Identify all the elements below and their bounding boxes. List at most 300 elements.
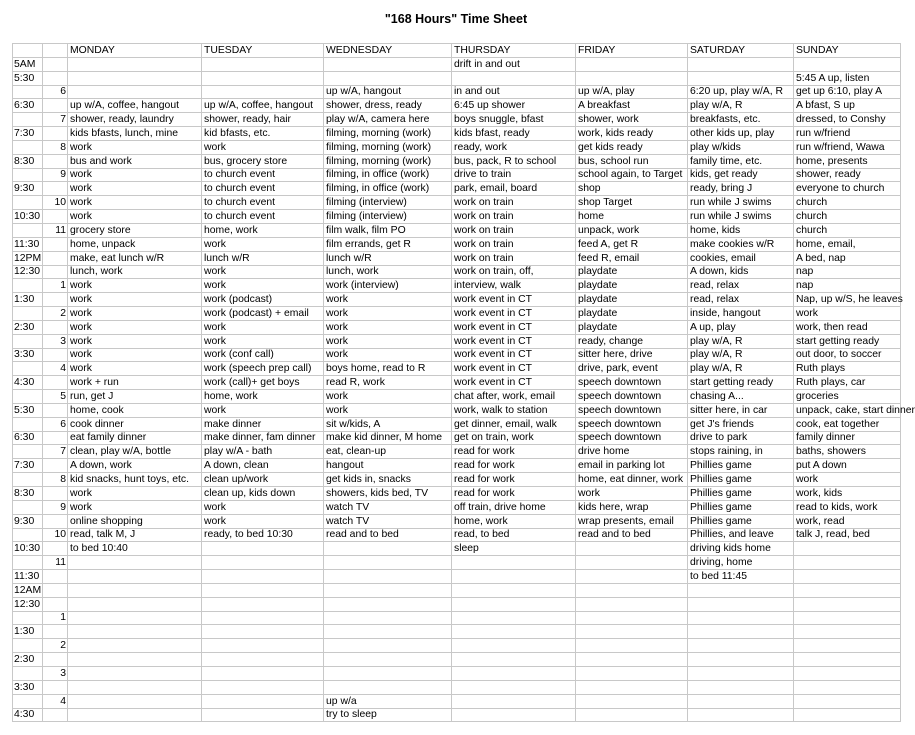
activity-cell-thursday: work event in CT	[452, 293, 576, 307]
activity-cell-sunday: church	[794, 210, 901, 224]
activity-cell-monday	[68, 625, 202, 639]
activity-cell-thursday: read for work	[452, 473, 576, 487]
hour-number-cell: 3	[43, 334, 68, 348]
activity-cell-sunday: groceries	[794, 390, 901, 404]
activity-cell-thursday: get dinner, email, walk	[452, 417, 576, 431]
table-row	[13, 293, 901, 307]
activity-cell-thursday: work on train, off,	[452, 265, 576, 279]
time-label-cell	[13, 473, 43, 487]
activity-cell-sunday	[794, 666, 901, 680]
activity-cell-thursday: work on train	[452, 237, 576, 251]
activity-cell-saturday: sitter here, in car	[688, 403, 794, 417]
activity-cell-thursday: read for work	[452, 459, 576, 473]
table-row	[13, 279, 901, 293]
activity-cell-sunday	[794, 570, 901, 584]
activity-cell-tuesday: home, work	[202, 223, 324, 237]
activity-cell-tuesday: work	[202, 334, 324, 348]
activity-cell-tuesday: up w/A, coffee, hangout	[202, 99, 324, 113]
activity-cell-wednesday: lunch, work	[324, 265, 452, 279]
activity-cell-sunday: nap	[794, 279, 901, 293]
activity-cell-monday	[68, 708, 202, 722]
activity-cell-monday: work	[68, 307, 202, 321]
table-row	[13, 556, 901, 570]
activity-cell-monday	[68, 85, 202, 99]
hour-number-cell	[43, 625, 68, 639]
day-header-sunday: SUNDAY	[794, 44, 901, 58]
activity-cell-thursday: read, to bed	[452, 528, 576, 542]
activity-cell-monday: grocery store	[68, 223, 202, 237]
time-label-cell: 4:30	[13, 708, 43, 722]
activity-cell-sunday	[794, 597, 901, 611]
activity-cell-tuesday: make dinner	[202, 417, 324, 431]
activity-cell-sunday: unpack, cake, start dinner	[794, 403, 901, 417]
table-row	[13, 625, 901, 639]
activity-cell-tuesday	[202, 611, 324, 625]
activity-cell-saturday	[688, 653, 794, 667]
activity-cell-wednesday	[324, 556, 452, 570]
activity-cell-sunday	[794, 694, 901, 708]
activity-cell-tuesday: A down, clean	[202, 459, 324, 473]
activity-cell-wednesday: sit w/kids, A	[324, 417, 452, 431]
activity-cell-wednesday: filming, in office (work)	[324, 182, 452, 196]
activity-cell-saturday: Phillies game	[688, 487, 794, 501]
activity-cell-wednesday: play w/A, camera here	[324, 113, 452, 127]
table-row	[13, 57, 901, 71]
activity-cell-tuesday: work (conf call)	[202, 348, 324, 362]
hour-number-cell	[43, 210, 68, 224]
hour-number-cell: 9	[43, 500, 68, 514]
activity-cell-wednesday	[324, 597, 452, 611]
activity-cell-friday: home	[576, 210, 688, 224]
hour-number-cell: 4	[43, 694, 68, 708]
time-label-cell: 2:30	[13, 653, 43, 667]
activity-cell-saturday: Phillies, and leave	[688, 528, 794, 542]
time-label-cell: 9:30	[13, 182, 43, 196]
activity-cell-friday	[576, 611, 688, 625]
activity-cell-thursday	[452, 611, 576, 625]
activity-cell-tuesday: work	[202, 500, 324, 514]
activity-cell-friday: shop Target	[576, 196, 688, 210]
header-row	[13, 44, 901, 58]
activity-cell-sunday: put A down	[794, 459, 901, 473]
activity-cell-sunday: work, read	[794, 514, 901, 528]
activity-cell-saturday: A up, play	[688, 320, 794, 334]
activity-cell-tuesday: work (call)+ get boys	[202, 376, 324, 390]
hour-number-cell: 5	[43, 390, 68, 404]
activity-cell-friday: playdate	[576, 320, 688, 334]
activity-cell-friday: sitter here, drive	[576, 348, 688, 362]
activity-cell-thursday: work event in CT	[452, 362, 576, 376]
table-row	[13, 459, 901, 473]
activity-cell-tuesday: work	[202, 140, 324, 154]
day-header-wednesday: WEDNESDAY	[324, 44, 452, 58]
activity-cell-saturday	[688, 611, 794, 625]
table-row	[13, 71, 901, 85]
time-label-cell	[13, 445, 43, 459]
hour-number-cell	[43, 237, 68, 251]
activity-cell-friday: playdate	[576, 279, 688, 293]
activity-cell-monday: work	[68, 500, 202, 514]
activity-cell-saturday: stops raining, in	[688, 445, 794, 459]
activity-cell-wednesday: up w/a	[324, 694, 452, 708]
activity-cell-tuesday: clean up, kids down	[202, 487, 324, 501]
activity-cell-monday: A down, work	[68, 459, 202, 473]
time-label-cell	[13, 196, 43, 210]
table-row	[13, 196, 901, 210]
activity-cell-monday	[68, 570, 202, 584]
hour-number-cell	[43, 708, 68, 722]
activity-cell-tuesday	[202, 680, 324, 694]
day-header-monday: MONDAY	[68, 44, 202, 58]
activity-cell-saturday: make cookies w/R	[688, 237, 794, 251]
time-label-cell: 12:30	[13, 597, 43, 611]
activity-cell-thursday: home, work	[452, 514, 576, 528]
activity-cell-thursday: work on train	[452, 251, 576, 265]
activity-cell-monday	[68, 653, 202, 667]
activity-cell-wednesday: try to sleep	[324, 708, 452, 722]
activity-cell-monday: bus and work	[68, 154, 202, 168]
activity-cell-monday: cook dinner	[68, 417, 202, 431]
activity-cell-thursday: off train, drive home	[452, 500, 576, 514]
time-label-cell: 11:30	[13, 237, 43, 251]
time-label-cell	[13, 694, 43, 708]
time-header-cell	[13, 44, 43, 58]
activity-cell-saturday	[688, 71, 794, 85]
activity-cell-saturday: kids, get ready	[688, 168, 794, 182]
table-row	[13, 431, 901, 445]
time-label-cell	[13, 307, 43, 321]
activity-cell-wednesday: up w/A, hangout	[324, 85, 452, 99]
activity-cell-thursday: work on train	[452, 210, 576, 224]
activity-cell-friday: drive, park, event	[576, 362, 688, 376]
table-row	[13, 708, 901, 722]
activity-cell-saturday: read, relax	[688, 279, 794, 293]
hour-number-cell	[43, 251, 68, 265]
activity-cell-thursday: work event in CT	[452, 348, 576, 362]
activity-cell-tuesday: make dinner, fam dinner	[202, 431, 324, 445]
table-row	[13, 223, 901, 237]
activity-cell-saturday: play w/A, R	[688, 348, 794, 362]
time-label-cell: 10:30	[13, 210, 43, 224]
activity-cell-wednesday: film errands, get R	[324, 237, 452, 251]
time-label-cell	[13, 639, 43, 653]
time-label-cell: 3:30	[13, 680, 43, 694]
activity-cell-sunday	[794, 625, 901, 639]
hour-number-cell: 7	[43, 445, 68, 459]
activity-cell-thursday: drift in and out	[452, 57, 576, 71]
activity-cell-monday	[68, 680, 202, 694]
activity-cell-wednesday: read R, work	[324, 376, 452, 390]
activity-cell-wednesday: boys home, read to R	[324, 362, 452, 376]
table-row	[13, 251, 901, 265]
table-row	[13, 362, 901, 376]
activity-cell-sunday: 5:45 A up, listen	[794, 71, 901, 85]
activity-cell-friday	[576, 71, 688, 85]
time-label-cell: 10:30	[13, 542, 43, 556]
activity-cell-thursday	[452, 556, 576, 570]
hour-number-cell: 10	[43, 196, 68, 210]
time-label-cell	[13, 140, 43, 154]
activity-cell-tuesday: home, work	[202, 390, 324, 404]
activity-cell-tuesday: clean up/work	[202, 473, 324, 487]
activity-cell-wednesday	[324, 639, 452, 653]
activity-cell-monday	[68, 556, 202, 570]
time-label-cell: 4:30	[13, 376, 43, 390]
activity-cell-thursday: boys snuggle, bfast	[452, 113, 576, 127]
table-row	[13, 528, 901, 542]
activity-cell-wednesday: watch TV	[324, 514, 452, 528]
activity-cell-monday: eat family dinner	[68, 431, 202, 445]
hour-number-cell	[43, 514, 68, 528]
activity-cell-friday: drive home	[576, 445, 688, 459]
table-row	[13, 154, 901, 168]
activity-cell-wednesday: get kids in, snacks	[324, 473, 452, 487]
hour-number-cell	[43, 487, 68, 501]
activity-cell-friday: read and to bed	[576, 528, 688, 542]
activity-cell-tuesday	[202, 542, 324, 556]
activity-cell-thursday	[452, 653, 576, 667]
hour-number-cell: 1	[43, 611, 68, 625]
activity-cell-saturday: 6:20 up, play w/A, R	[688, 85, 794, 99]
activity-cell-monday: work	[68, 279, 202, 293]
activity-cell-saturday: play w/kids	[688, 140, 794, 154]
time-label-cell	[13, 279, 43, 293]
activity-cell-monday: work	[68, 334, 202, 348]
activity-cell-wednesday: work	[324, 390, 452, 404]
table-row	[13, 348, 901, 362]
activity-cell-saturday: play w/A, R	[688, 99, 794, 113]
activity-cell-sunday: read to kids, work	[794, 500, 901, 514]
activity-cell-tuesday: work (speech prep call)	[202, 362, 324, 376]
activity-cell-tuesday: work	[202, 514, 324, 528]
activity-cell-thursday: sleep	[452, 542, 576, 556]
activity-cell-sunday	[794, 680, 901, 694]
table-row	[13, 653, 901, 667]
activity-cell-thursday: park, email, board	[452, 182, 576, 196]
activity-cell-thursday	[452, 597, 576, 611]
time-label-cell: 12AM	[14, 584, 42, 596]
activity-cell-thursday	[452, 639, 576, 653]
activity-cell-friday: work, kids ready	[576, 127, 688, 141]
activity-cell-wednesday	[324, 611, 452, 625]
activity-cell-sunday: Nap, up w/S, he leaves	[794, 293, 901, 307]
hour-number-cell: 8	[43, 473, 68, 487]
activity-cell-wednesday: work	[324, 403, 452, 417]
activity-cell-tuesday: work	[202, 237, 324, 251]
time-label-cell	[13, 168, 43, 182]
table-row	[13, 403, 901, 417]
activity-cell-saturday: drive to park	[688, 431, 794, 445]
hour-number-cell: 3	[43, 666, 68, 680]
time-label-cell	[13, 390, 43, 404]
activity-cell-wednesday	[324, 666, 452, 680]
activity-cell-saturday: to bed 11:45	[688, 570, 794, 584]
activity-cell-friday	[576, 556, 688, 570]
time-label-cell: 2:30	[13, 320, 43, 334]
activity-cell-saturday	[688, 680, 794, 694]
hour-number-cell	[43, 293, 68, 307]
table-row	[13, 265, 901, 279]
activity-cell-thursday: read for work	[452, 487, 576, 501]
activity-cell-monday: work	[68, 293, 202, 307]
activity-cell-thursday: work event in CT	[452, 307, 576, 321]
activity-cell-friday: home, eat dinner, work	[576, 473, 688, 487]
activity-cell-wednesday: filming (interview)	[324, 196, 452, 210]
hour-number-cell: 11	[43, 556, 68, 570]
activity-cell-wednesday	[324, 570, 452, 584]
activity-cell-wednesday: work	[324, 334, 452, 348]
time-label-cell: 12:30	[13, 265, 43, 279]
activity-cell-monday: run, get J	[68, 390, 202, 404]
table-row	[13, 113, 901, 127]
activity-cell-tuesday: work	[202, 403, 324, 417]
table-row	[13, 85, 901, 99]
activity-cell-sunday	[794, 708, 901, 722]
time-label-cell: 9:30	[13, 514, 43, 528]
activity-cell-friday: speech downtown	[576, 431, 688, 445]
activity-cell-friday: work	[576, 487, 688, 501]
activity-cell-sunday: run w/friend	[794, 127, 901, 141]
time-label-cell: 5AM	[13, 57, 43, 71]
activity-cell-friday	[576, 708, 688, 722]
activity-cell-monday: work	[68, 487, 202, 501]
activity-cell-wednesday: shower, dress, ready	[324, 99, 452, 113]
activity-cell-tuesday: kid bfasts, etc.	[202, 127, 324, 141]
activity-cell-wednesday: work	[324, 348, 452, 362]
activity-cell-monday: lunch, work	[68, 265, 202, 279]
activity-cell-wednesday: hangout	[324, 459, 452, 473]
activity-cell-saturday	[688, 583, 794, 597]
hour-number-cell	[43, 431, 68, 445]
activity-cell-sunday	[794, 639, 901, 653]
activity-cell-friday: playdate	[576, 293, 688, 307]
activity-cell-thursday: bus, pack, R to school	[452, 154, 576, 168]
hour-number-cell	[43, 583, 68, 597]
time-label-cell: 5:30	[13, 403, 43, 417]
hour-number-cell	[43, 597, 68, 611]
activity-cell-tuesday: bus, grocery store	[202, 154, 324, 168]
activity-cell-tuesday: to church event	[202, 168, 324, 182]
activity-cell-monday: work	[68, 168, 202, 182]
hour-number-cell	[43, 653, 68, 667]
activity-cell-tuesday	[202, 625, 324, 639]
activity-cell-thursday: chat after, work, email	[452, 390, 576, 404]
activity-cell-monday: read, talk M, J	[68, 528, 202, 542]
activity-cell-wednesday: work	[324, 293, 452, 307]
activity-cell-sunday	[794, 653, 901, 667]
table-row	[13, 666, 901, 680]
sheet-title: "168 Hours" Time Sheet	[384, 12, 528, 26]
table-row	[13, 570, 901, 584]
hour-number-cell: 4	[43, 362, 68, 376]
activity-cell-monday: home, cook	[68, 403, 202, 417]
activity-cell-wednesday	[324, 625, 452, 639]
activity-cell-thursday: work on train	[452, 196, 576, 210]
activity-cell-thursday: get on train, work	[452, 431, 576, 445]
hour-number-cell	[43, 154, 68, 168]
activity-cell-tuesday: play w/A - bath	[202, 445, 324, 459]
activity-cell-saturday: start getting ready	[688, 376, 794, 390]
activity-cell-saturday: driving kids home	[688, 542, 794, 556]
activity-cell-monday	[68, 694, 202, 708]
activity-cell-friday	[576, 570, 688, 584]
activity-cell-sunday: out door, to soccer	[794, 348, 901, 362]
activity-cell-tuesday: work (podcast)	[202, 293, 324, 307]
activity-cell-saturday: run while J swims	[688, 196, 794, 210]
activity-cell-saturday: chasing A...	[688, 390, 794, 404]
activity-cell-tuesday: to church event	[202, 210, 324, 224]
activity-cell-saturday	[688, 694, 794, 708]
activity-cell-monday: work + run	[68, 376, 202, 390]
time-sheet-table	[12, 43, 915, 722]
hour-number-cell: 8	[43, 140, 68, 154]
activity-cell-thursday: 6:45 up shower	[452, 99, 576, 113]
activity-cell-thursday	[452, 583, 576, 597]
activity-cell-monday: kid snacks, hunt toys, etc.	[68, 473, 202, 487]
activity-cell-saturday: run while J swims	[688, 210, 794, 224]
activity-cell-sunday: shower, ready	[794, 168, 901, 182]
activity-cell-thursday: work on train	[452, 223, 576, 237]
activity-cell-sunday: church	[794, 196, 901, 210]
activity-cell-saturday	[688, 666, 794, 680]
table-row	[13, 168, 901, 182]
activity-cell-monday: to bed 10:40	[68, 542, 202, 556]
activity-cell-friday: shop	[576, 182, 688, 196]
activity-cell-wednesday	[324, 680, 452, 694]
hour-number-cell	[43, 403, 68, 417]
activity-cell-wednesday: work	[324, 320, 452, 334]
activity-cell-saturday: Phillies game	[688, 459, 794, 473]
hour-number-cell	[43, 348, 68, 362]
time-label-cell: 8:30	[13, 154, 43, 168]
activity-cell-friday: get kids ready	[576, 140, 688, 154]
activity-cell-friday: kids here, wrap	[576, 500, 688, 514]
activity-cell-sunday	[794, 556, 901, 570]
activity-cell-thursday	[452, 570, 576, 584]
table-row	[13, 237, 901, 251]
activity-cell-monday: work	[68, 320, 202, 334]
activity-cell-saturday	[688, 639, 794, 653]
activity-cell-friday: unpack, work	[576, 223, 688, 237]
activity-cell-saturday	[688, 708, 794, 722]
activity-cell-wednesday: work (interview)	[324, 279, 452, 293]
activity-cell-wednesday: filming, morning (work)	[324, 140, 452, 154]
activity-cell-sunday: church	[794, 223, 901, 237]
time-label-cell	[13, 223, 43, 237]
activity-cell-saturday: home, kids	[688, 223, 794, 237]
activity-cell-sunday: everyone to church	[794, 182, 901, 196]
hour-number-cell: 6	[43, 85, 68, 99]
activity-cell-tuesday	[202, 708, 324, 722]
activity-cell-friday	[576, 653, 688, 667]
activity-cell-sunday: Ruth plays	[794, 362, 901, 376]
activity-cell-tuesday	[202, 570, 324, 584]
activity-cell-sunday: A bed, nap	[794, 251, 901, 265]
activity-cell-thursday	[452, 708, 576, 722]
activity-cell-friday: shower, work	[576, 113, 688, 127]
activity-cell-friday: playdate	[576, 265, 688, 279]
activity-cell-friday	[576, 639, 688, 653]
hour-number-cell: 9	[43, 168, 68, 182]
activity-cell-sunday: get up 6:10, play A	[794, 85, 901, 99]
activity-cell-wednesday: lunch w/R	[324, 251, 452, 265]
activity-cell-wednesday: filming, in office (work)	[324, 168, 452, 182]
hour-number-cell: 10	[43, 528, 68, 542]
time-label-cell: 11:30	[13, 570, 43, 584]
table-row	[13, 611, 901, 625]
activity-cell-sunday	[794, 611, 901, 625]
activity-cell-friday	[576, 597, 688, 611]
